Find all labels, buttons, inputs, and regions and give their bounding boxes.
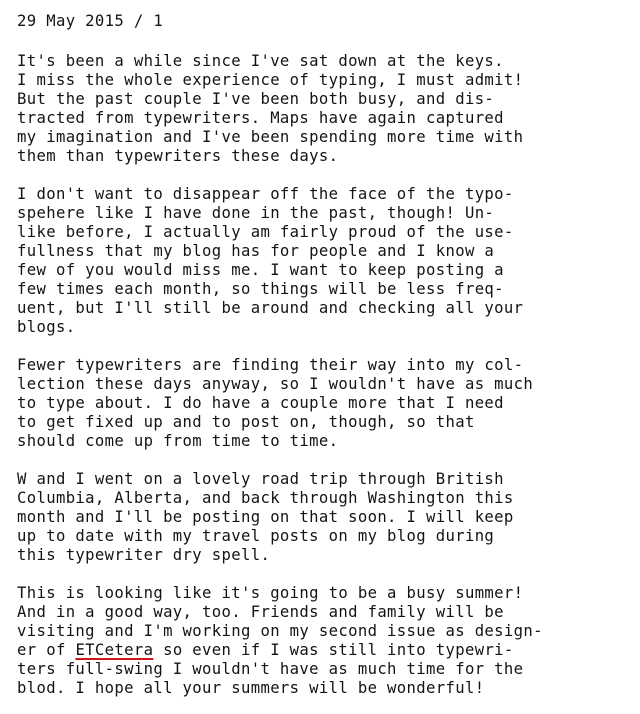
text-line: to get fixed up and to post on, though, so that <box>17 413 475 431</box>
etcetera-link[interactable]: ETCetera <box>75 641 154 659</box>
text-line: I miss the whole experience of typing, I must admit! <box>17 71 524 89</box>
text-line: to type about. I do have a couple more that I need <box>17 394 504 412</box>
text-line: few times each month, so things will be less freq- <box>17 280 504 298</box>
text-line: month and I'll be posting on that soon. I will keep <box>17 508 514 526</box>
line-suffix: so even if I was still into typewri- <box>153 641 514 659</box>
text-line: up to date with my travel posts on my blog during <box>17 527 495 545</box>
text-line: spehere like I have done in the past, though! Un- <box>17 204 495 222</box>
text-line: my imagination and I've been spending more time with <box>17 128 524 146</box>
text-line: should come up from time to time. <box>17 432 339 450</box>
text-line: fullness that my blog has for people and I know a <box>17 242 495 260</box>
text-line: I don't want to disappear off the face of the typo- <box>17 185 514 203</box>
text-line-with-link <box>17 641 514 660</box>
text-line: And in a good way, too. Friends and family will be <box>17 603 504 621</box>
text-line: ters full-swing I wouldn't have as much time for the <box>17 660 524 678</box>
text-line: them than typewriters these days. <box>17 147 339 165</box>
text-line: Fewer typewriters are finding their way into my col- <box>17 356 524 374</box>
text-line: few of you would miss me. I want to keep posting a <box>17 261 504 279</box>
text-line: like before, I actually am fairly proud of the use- <box>17 223 514 241</box>
line-prefix: er of <box>17 641 76 659</box>
text-line: W and I went on a lovely road trip through British <box>17 470 504 488</box>
text-line: visiting and I'm working on my second issue as design- <box>17 622 543 640</box>
date-header: 29 May 2015 / 1 <box>17 12 164 30</box>
text-line: It's been a while since I've sat down at the keys. <box>17 52 504 70</box>
text-line: tracted from typewriters. Maps have again captured <box>17 109 504 127</box>
text-line: lection these days anyway, so I wouldn't have as much <box>17 375 534 393</box>
text-line: this typewriter dry spell. <box>17 546 271 564</box>
text-line: blod. I hope all your summers will be wonderful! <box>17 679 485 697</box>
text-line: uent, but I'll still be around and checking all your <box>17 299 524 317</box>
text-line: This is looking like it's going to be a busy summer! <box>17 584 524 602</box>
text-line: But the past couple I've been both busy, and dis- <box>17 90 495 108</box>
text-line: blogs. <box>17 318 76 336</box>
text-line: Columbia, Alberta, and back through Washington this <box>17 489 514 507</box>
